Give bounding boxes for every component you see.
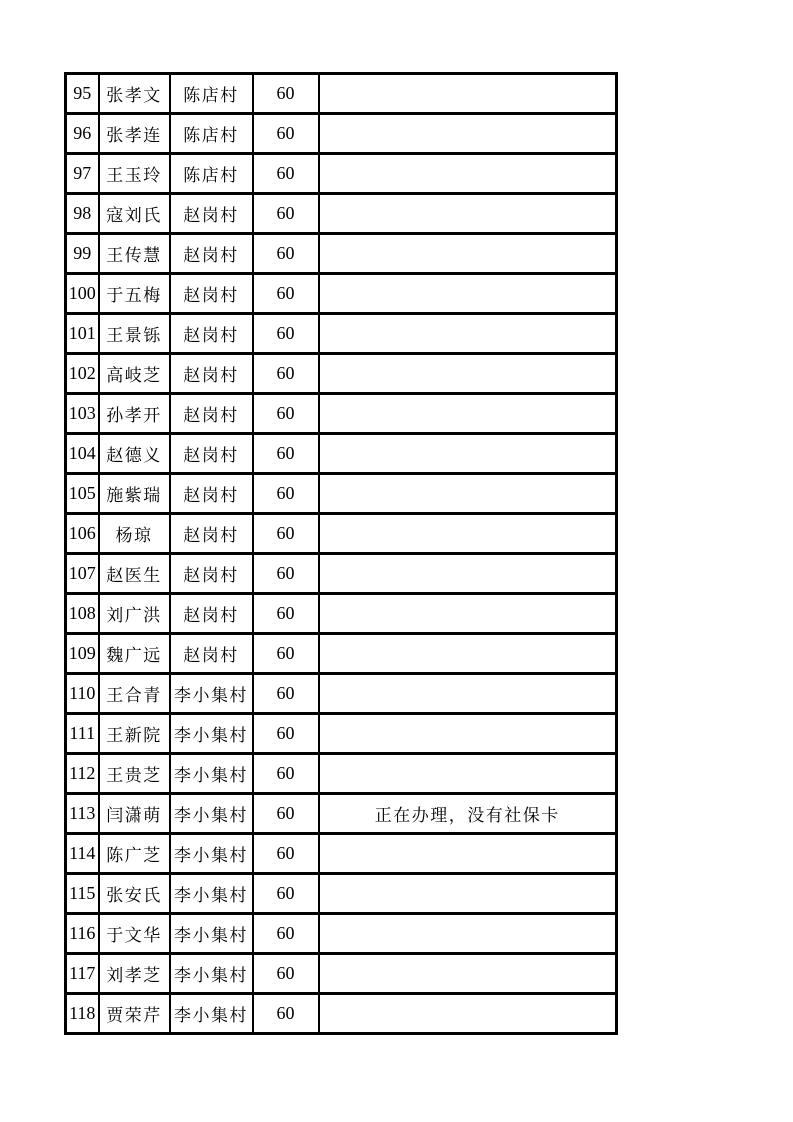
table-row	[66, 514, 617, 554]
row-number-cell: 108	[66, 594, 99, 634]
table-row	[66, 754, 617, 794]
amount-cell: 60	[253, 234, 319, 274]
name-cell: 杨琼	[99, 514, 170, 554]
amount-cell: 60	[253, 314, 319, 354]
table-row	[66, 434, 617, 474]
table-row	[66, 794, 617, 834]
amount-cell: 60	[253, 834, 319, 874]
amount-cell: 60	[253, 194, 319, 234]
name-cell: 刘孝芝	[99, 954, 170, 994]
row-number-cell: 117	[66, 954, 99, 994]
table-row	[66, 234, 617, 274]
village-cell: 李小集村	[170, 754, 253, 794]
remark-cell	[319, 874, 617, 914]
village-cell: 李小集村	[170, 714, 253, 754]
name-cell: 赵医生	[99, 554, 170, 594]
amount-cell: 60	[253, 674, 319, 714]
name-cell: 张孝连	[99, 114, 170, 154]
row-number-cell: 96	[66, 114, 99, 154]
name-cell: 于文华	[99, 914, 170, 954]
village-cell: 赵岗村	[170, 514, 253, 554]
village-cell: 李小集村	[170, 914, 253, 954]
remark-cell	[319, 714, 617, 754]
remark-cell	[319, 594, 617, 634]
village-cell: 陈店村	[170, 154, 253, 194]
remark-cell	[319, 554, 617, 594]
amount-cell: 60	[253, 954, 319, 994]
row-number-cell: 109	[66, 634, 99, 674]
row-number-cell: 98	[66, 194, 99, 234]
table-row	[66, 554, 617, 594]
name-cell: 贾荣芹	[99, 994, 170, 1034]
remark-cell	[319, 914, 617, 954]
table-row	[66, 834, 617, 874]
village-cell: 赵岗村	[170, 434, 253, 474]
remark-cell	[319, 74, 617, 114]
amount-cell: 60	[253, 594, 319, 634]
amount-cell: 60	[253, 434, 319, 474]
name-cell: 寇刘氏	[99, 194, 170, 234]
table-row	[66, 194, 617, 234]
table-row	[66, 634, 617, 674]
name-cell: 王玉玲	[99, 154, 170, 194]
amount-cell: 60	[253, 274, 319, 314]
amount-cell: 60	[253, 114, 319, 154]
remark-cell	[319, 234, 617, 274]
village-cell: 赵岗村	[170, 594, 253, 634]
remark-cell	[319, 834, 617, 874]
amount-cell: 60	[253, 994, 319, 1034]
amount-cell: 60	[253, 634, 319, 674]
records-table-container	[64, 72, 618, 1035]
table-row	[66, 354, 617, 394]
remark-cell	[319, 114, 617, 154]
table-row	[66, 674, 617, 714]
village-cell: 李小集村	[170, 794, 253, 834]
village-cell: 陈店村	[170, 114, 253, 154]
remark-cell	[319, 274, 617, 314]
amount-cell: 60	[253, 794, 319, 834]
amount-cell: 60	[253, 714, 319, 754]
table-row	[66, 914, 617, 954]
village-cell: 陈店村	[170, 74, 253, 114]
remark-cell	[319, 754, 617, 794]
remark-cell	[319, 994, 617, 1034]
name-cell: 孙孝开	[99, 394, 170, 434]
remark-cell	[319, 674, 617, 714]
village-cell: 赵岗村	[170, 474, 253, 514]
table-row	[66, 474, 617, 514]
table-row	[66, 994, 617, 1034]
records-table	[64, 72, 618, 1035]
name-cell: 王贵芝	[99, 754, 170, 794]
table-row	[66, 874, 617, 914]
village-cell: 李小集村	[170, 874, 253, 914]
remark-cell	[319, 474, 617, 514]
row-number-cell: 105	[66, 474, 99, 514]
village-cell: 赵岗村	[170, 274, 253, 314]
name-cell: 王合青	[99, 674, 170, 714]
row-number-cell: 114	[66, 834, 99, 874]
name-cell: 王传慧	[99, 234, 170, 274]
row-number-cell: 118	[66, 994, 99, 1034]
table-body	[66, 74, 617, 1034]
row-number-cell: 111	[66, 714, 99, 754]
name-cell: 张孝文	[99, 74, 170, 114]
name-cell: 刘广洪	[99, 594, 170, 634]
table-row	[66, 314, 617, 354]
name-cell: 于五梅	[99, 274, 170, 314]
row-number-cell: 104	[66, 434, 99, 474]
village-cell: 李小集村	[170, 674, 253, 714]
remark-cell	[319, 514, 617, 554]
village-cell: 赵岗村	[170, 234, 253, 274]
row-number-cell: 113	[66, 794, 99, 834]
name-cell: 施紫瑞	[99, 474, 170, 514]
village-cell: 赵岗村	[170, 314, 253, 354]
remark-cell: 正在办理，没有社保卡	[319, 794, 617, 834]
row-number-cell: 97	[66, 154, 99, 194]
name-cell: 赵德义	[99, 434, 170, 474]
village-cell: 李小集村	[170, 954, 253, 994]
village-cell: 赵岗村	[170, 554, 253, 594]
remark-cell	[319, 954, 617, 994]
row-number-cell: 106	[66, 514, 99, 554]
table-row	[66, 594, 617, 634]
remark-cell	[319, 194, 617, 234]
row-number-cell: 112	[66, 754, 99, 794]
name-cell: 陈广芝	[99, 834, 170, 874]
table-row	[66, 154, 617, 194]
name-cell: 王景铄	[99, 314, 170, 354]
remark-cell	[319, 394, 617, 434]
amount-cell: 60	[253, 354, 319, 394]
amount-cell: 60	[253, 74, 319, 114]
name-cell: 高岐芝	[99, 354, 170, 394]
row-number-cell: 107	[66, 554, 99, 594]
amount-cell: 60	[253, 394, 319, 434]
remark-cell	[319, 434, 617, 474]
row-number-cell: 115	[66, 874, 99, 914]
name-cell: 王新院	[99, 714, 170, 754]
row-number-cell: 103	[66, 394, 99, 434]
village-cell: 赵岗村	[170, 634, 253, 674]
amount-cell: 60	[253, 514, 319, 554]
table-row	[66, 74, 617, 114]
village-cell: 李小集村	[170, 994, 253, 1034]
remark-cell	[319, 354, 617, 394]
remark-cell	[319, 154, 617, 194]
amount-cell: 60	[253, 914, 319, 954]
row-number-cell: 101	[66, 314, 99, 354]
amount-cell: 60	[253, 754, 319, 794]
name-cell: 魏广远	[99, 634, 170, 674]
remark-cell	[319, 314, 617, 354]
row-number-cell: 116	[66, 914, 99, 954]
row-number-cell: 100	[66, 274, 99, 314]
table-row	[66, 274, 617, 314]
row-number-cell: 95	[66, 74, 99, 114]
amount-cell: 60	[253, 154, 319, 194]
row-number-cell: 110	[66, 674, 99, 714]
amount-cell: 60	[253, 474, 319, 514]
table-row	[66, 954, 617, 994]
amount-cell: 60	[253, 554, 319, 594]
row-number-cell: 99	[66, 234, 99, 274]
table-row	[66, 394, 617, 434]
village-cell: 赵岗村	[170, 354, 253, 394]
village-cell: 赵岗村	[170, 394, 253, 434]
name-cell: 张安氏	[99, 874, 170, 914]
table-row	[66, 114, 617, 154]
village-cell: 李小集村	[170, 834, 253, 874]
village-cell: 赵岗村	[170, 194, 253, 234]
remark-cell	[319, 634, 617, 674]
name-cell: 闫潇萌	[99, 794, 170, 834]
amount-cell: 60	[253, 874, 319, 914]
row-number-cell: 102	[66, 354, 99, 394]
table-row	[66, 714, 617, 754]
